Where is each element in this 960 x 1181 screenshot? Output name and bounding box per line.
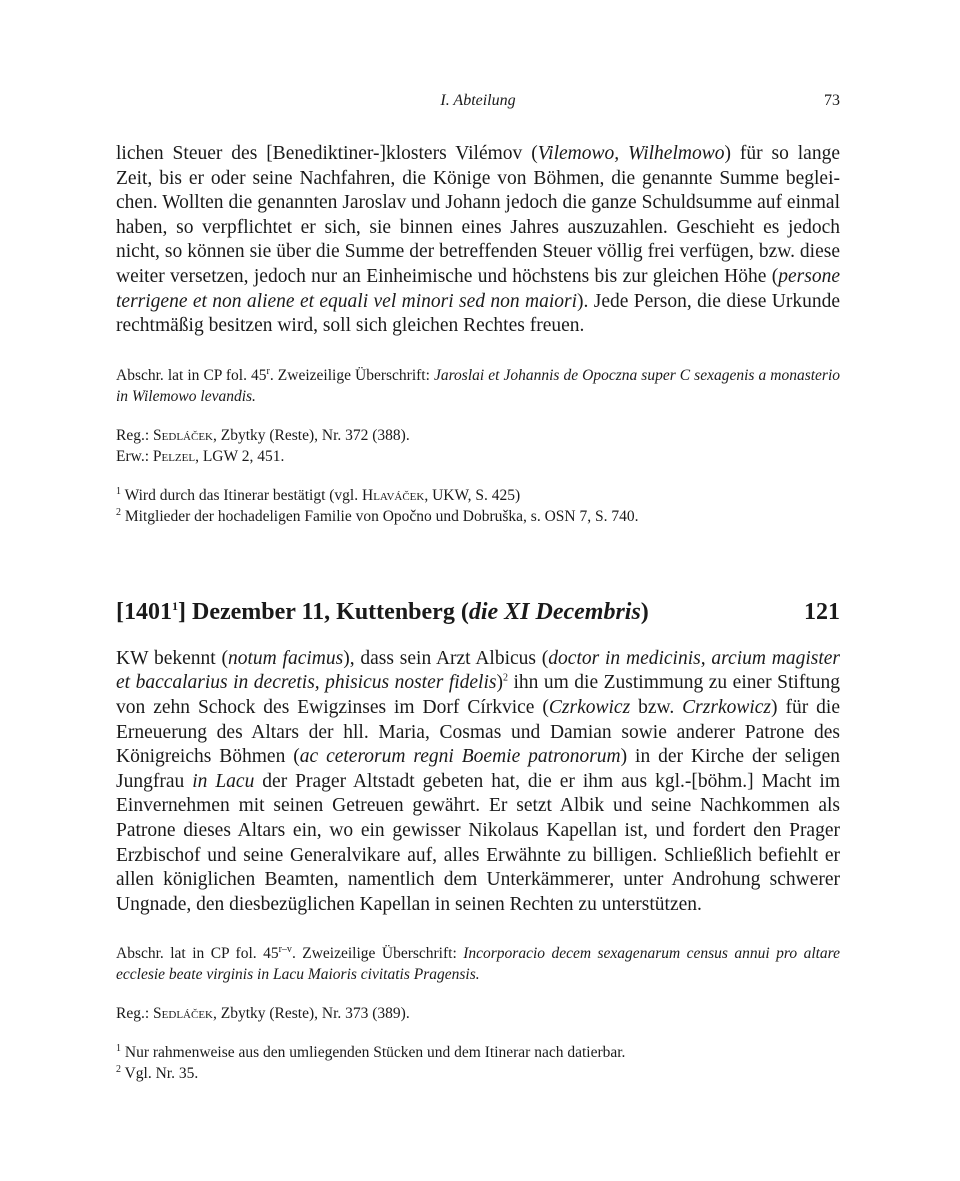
text-run: Wird durch das Itinerar bestätigt (vgl. [121,486,362,504]
superscript: 1 [172,598,178,613]
superscript: 1 [116,485,121,497]
text-run: ] Dezember 11, Kuttenberg ( [178,598,469,625]
small-caps-name: Sedláček [153,1005,213,1023]
text-line [116,506,840,527]
text-run: ) [640,598,649,625]
text-run: , LGW 2, 451. [195,447,285,465]
previous-entry-references [116,425,840,467]
superscript: r [266,365,270,377]
text-run: lichen Steuer des [Benediktiner-]klosters Vilémov ( [116,143,538,164]
text-line [116,1003,840,1024]
text-line [116,446,840,467]
italic-text: Czrkowicz [548,696,631,718]
text-run: Erw.: [116,447,153,465]
text-run: KW bekennt ( [116,647,228,669]
superscript: r–v [278,944,292,956]
small-caps-name: Hlaváček [362,486,425,504]
text-run: ) [496,672,503,694]
text-run: Mitglieder der hochadeligen Familie von Opočno und Dobruška, s. OSN 7, S. 740. [121,507,639,525]
text-run: ) für so lange Zeit, bis er oder seine Nachfahren, die Könige von Böhmen, die genannte Summe begleichen. Wollten die genannten Jaroslav und Johann jedoch die ganze Schuldsumme auf einmal haben, so verpflichtet er sich, sie binnen eines Jahres auszuzahlen. Geschieht es jedoch nicht, so können sie über die Summe der betreffenden Steuer völlig frei verfügen, bzw. diese weiter versetzen, jedoch nur an Einheimische und höchstens bis zur gleichen Höhe ( [116,143,840,287]
superscript: 1 [116,1043,121,1055]
text-run: , UKW, S. 425) [424,486,521,504]
text-line [116,425,840,446]
superscript: 2 [502,672,508,684]
text-run: . Zweizeilige Überschrift: [291,945,464,963]
text-run: Abschr. lat in CP fol. 45 [116,945,279,963]
text-run: Abschr. lat in CP fol. 45 [116,366,267,384]
text-run: , Zbytky (Reste), Nr. 373 (389). [212,1005,410,1023]
text-run: , Zbytky (Reste), Nr. 372 (388). [212,426,410,444]
text-run: Reg.: [116,426,154,444]
entry-date-place [116,597,649,627]
italic-text: notum facimus [227,647,344,669]
running-head: I. Abteilung [440,92,516,109]
text-run: ), dass sein Arzt Albicus ( [343,647,549,669]
text-run: ) für die Erneuerung des Altars der hll. Maria, Cosmas und Damian sowie anderer Patrone des Königreichs Böhmen ( [116,696,840,768]
entry-summary [116,647,840,918]
entry-heading [116,597,840,627]
italic-text: Jaroslai et Johannis de Opoczna super C sexagenis a monasterio in Wilemowo levandis. [116,366,841,405]
italic-text: in Lacu [192,770,255,792]
entry-footnotes [116,1042,840,1084]
previous-entry-summary [116,142,840,339]
text-run: ihn um die Zustimmung zu einer Stiftung von zehn Schock des Ewigzinses im Dorf Církvice ( [116,672,840,718]
text-run: [1401 [116,598,172,625]
page-content [116,142,840,1084]
italic-text: Crzrkowicz [682,696,772,718]
text-line [116,485,840,506]
entry-source-note [116,943,840,985]
superscript: 2 [116,506,121,518]
text-run: ). Jede Person, die diese Urkunde rechtmäßig besitzen wird, soll sich gleichen Rechtes freuen. [116,290,840,337]
small-caps-name: Pelzel [152,447,196,465]
previous-entry-source-note [116,365,840,407]
text-run: Vgl. Nr. 35. [121,1065,199,1083]
page-header [116,92,840,116]
text-line [116,1063,840,1084]
italic-text: persone terrigene et non aliene et equali vel minori sed non maiori [116,265,840,312]
italic-text: Incorporacio decem sexagenarum census annui pro altare ecclesie beate virginis in Lacu Maioris civitatis Pragensis. [116,945,841,984]
entry-number: 121 [804,598,840,625]
text-run: ) in der Kirche der seligen Jungfrau [116,746,840,792]
text-run: Reg.: [116,1005,154,1023]
superscript: 2 [116,1064,121,1076]
text-line [116,1042,840,1063]
page-number: 73 [824,92,840,109]
text-run: Nur rahmenweise aus den umliegenden Stücken und dem Itinerar nach datierbar. [121,1044,626,1062]
previous-entry-footnotes [116,485,840,527]
italic-text: doctor in medicinis, arcium magister et baccalarius in decretis, phisicus noster fidelis [116,647,840,694]
text-run: der Prager Altstadt gebeten hat, die er ihm aus kgl.-[böhm.] Macht im Einvernehmen mit seinen Getreuen gewährt. Er setzt Albik und seine Nachkommen als Patrone dieses Altars ein, wo ein gewisser Nikolaus Kapellan ist, und fordert den Prager Erzbischof und seine Generalvikare auf, alles Erwähnte zu billigen. Schließlich befiehlt er allen königlichen Beamten, namentlich dem Unterkämmerer, unter Androhung schwerer Ungnade, den diesbezüglichen Kapellan in seinen Rechten zu unterstützen. [116,770,841,915]
italic-text: die XI Decembris [468,598,641,625]
text-run: bzw. [630,696,683,718]
text-run: . Zweizeilige Überschrift: [269,366,434,384]
small-caps-name: Sedláček [153,426,213,444]
italic-text: ac ceterorum regni Boemie patronorum [299,746,621,768]
italic-text: Vilemowo, Wilhelmowo [537,143,725,164]
entry-references [116,1003,840,1024]
